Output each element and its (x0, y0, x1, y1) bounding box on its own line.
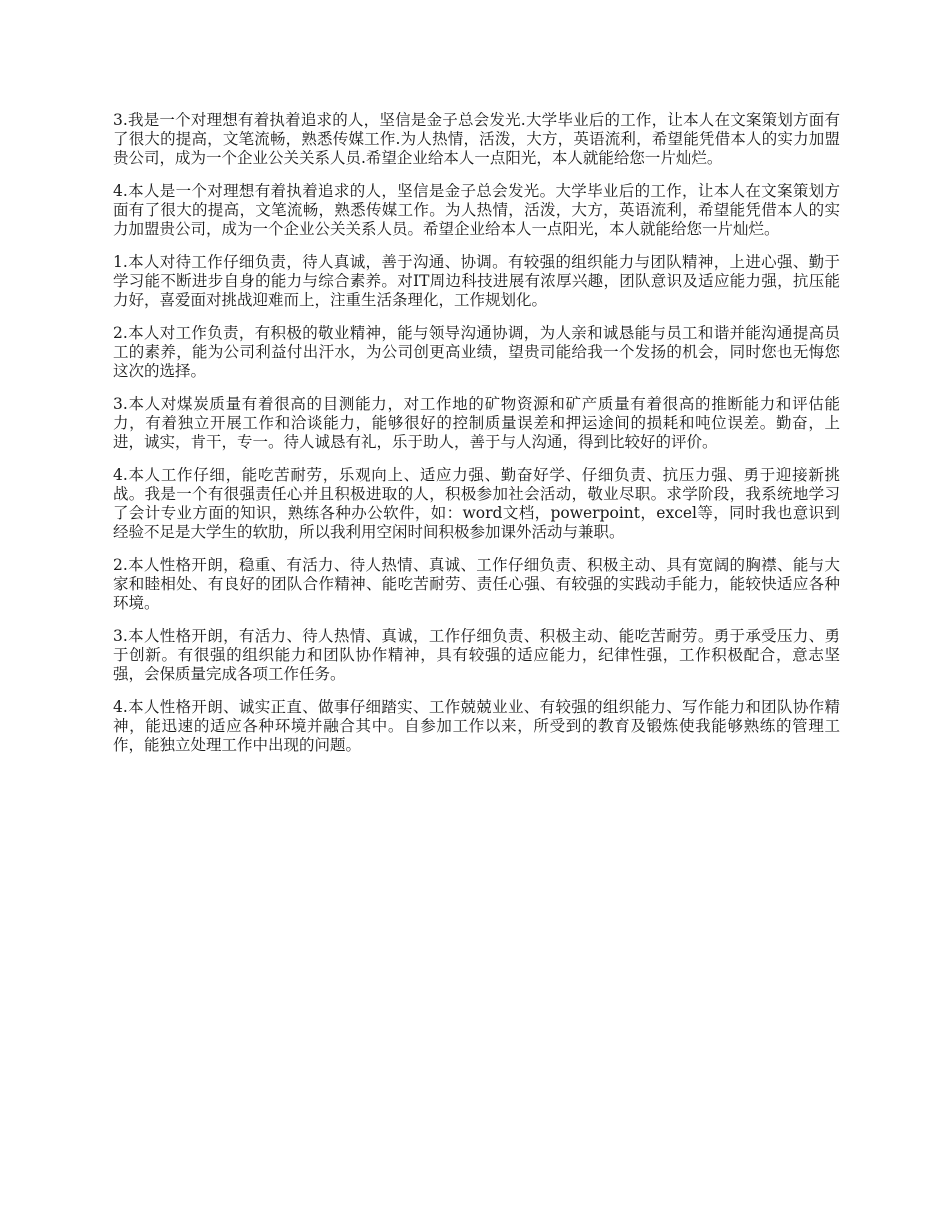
paragraph: 4.本人是一个对理想有着执着追求的人，坚信是金子总会发光。大学毕业后的工作，让本人在文案策划方面有了很大的提高，文笔流畅，熟悉传媒工作。为人热情，活泼，大方，英语流利，希望能凭借本人的实力加盟贵公司，成为一个企业公关关系人员。希望企业给本人一点阳光，本人就能给您一片灿烂。 (113, 182, 840, 238)
paragraph: 3.本人对煤炭质量有着很高的目测能力，对工作地的矿物资源和矿产质量有着很高的推断能力和评估能力，有着独立开展工作和洽谈能力，能够很好的控制质量误差和押运途间的损耗和吨位误差。勤奋，上进，诚实，肯干，专一。待人诚恳有礼，乐于助人，善于与人沟通，得到比较好的评价。 (113, 395, 840, 451)
paragraph: 2.本人对工作负责，有积极的敬业精神，能与领导沟通协调，为人亲和诚恳能与员工和谐并能沟通提高员工的素养，能为公司利益付出汗水，为公司创更高业绩，望贵司能给我一个发扬的机会，同时您也无悔您这次的选择。 (113, 324, 840, 380)
paragraph: 3.我是一个对理想有着执着追求的人，坚信是金子总会发光.大学毕业后的工作，让本人在文案策划方面有了很大的提高，文笔流畅，熟悉传媒工作.为人热情，活泼，大方，英语流利，希望能凭借本人的实力加盟贵公司，成为一个企业公关关系人员.希望企业给本人一点阳光，本人就能给您一片灿烂。 (113, 111, 840, 167)
paragraph: 3.本人性格开朗，有活力、待人热情、真诚，工作仔细负责、积极主动、能吃苦耐劳。勇于承受压力、勇于创新。有很强的组织能力和团队协作精神，具有较强的适应能力，纪律性强，工作积极配合，意志坚强，会保质量完成各项工作任务。 (113, 627, 840, 683)
paragraph: 2.本人性格开朗，稳重、有活力、待人热情、真诚、工作仔细负责、积极主动、具有宽阔的胸襟、能与大家和睦相处、有良好的团队合作精神、能吃苦耐劳、责任心强、有较强的实践动手能力，能较快适应各种环境。 (113, 556, 840, 612)
paragraph: 1.本人对待工作仔细负责，待人真诚，善于沟通、协调。有较强的组织能力与团队精神，上进心强、勤于学习能不断进步自身的能力与综合素养。对IT周边科技进展有浓厚兴趣，团队意识及适应能力强，抗压能力好，喜爱面对挑战迎难而上，注重生活条理化，工作规划化。 (113, 253, 840, 309)
paragraph: 4.本人工作仔细，能吃苦耐劳，乐观向上、适应力强、勤奋好学、仔细负责、抗压力强、勇于迎接新挑战。我是一个有很强责任心并且积极进取的人，积极参加社会活动，敬业尽职。求学阶段，我系统地学习了会计专业方面的知识，熟练各种办公软件，如：word文档，powerpoint，excel等，同时我也意识到经验不足是大学生的软肋，所以我利用空闲时间积极参加课外活动与兼职。 (113, 466, 840, 541)
document-body (113, 111, 840, 769)
paragraph: 4.本人性格开朗、诚实正直、做事仔细踏实、工作兢兢业业、有较强的组织能力、写作能力和团队协作精神，能迅速的适应各种环境并融合其中。自参加工作以来，所受到的教育及锻炼使我能够熟练的管理工作，能独立处理工作中出现的问题。 (113, 698, 840, 754)
